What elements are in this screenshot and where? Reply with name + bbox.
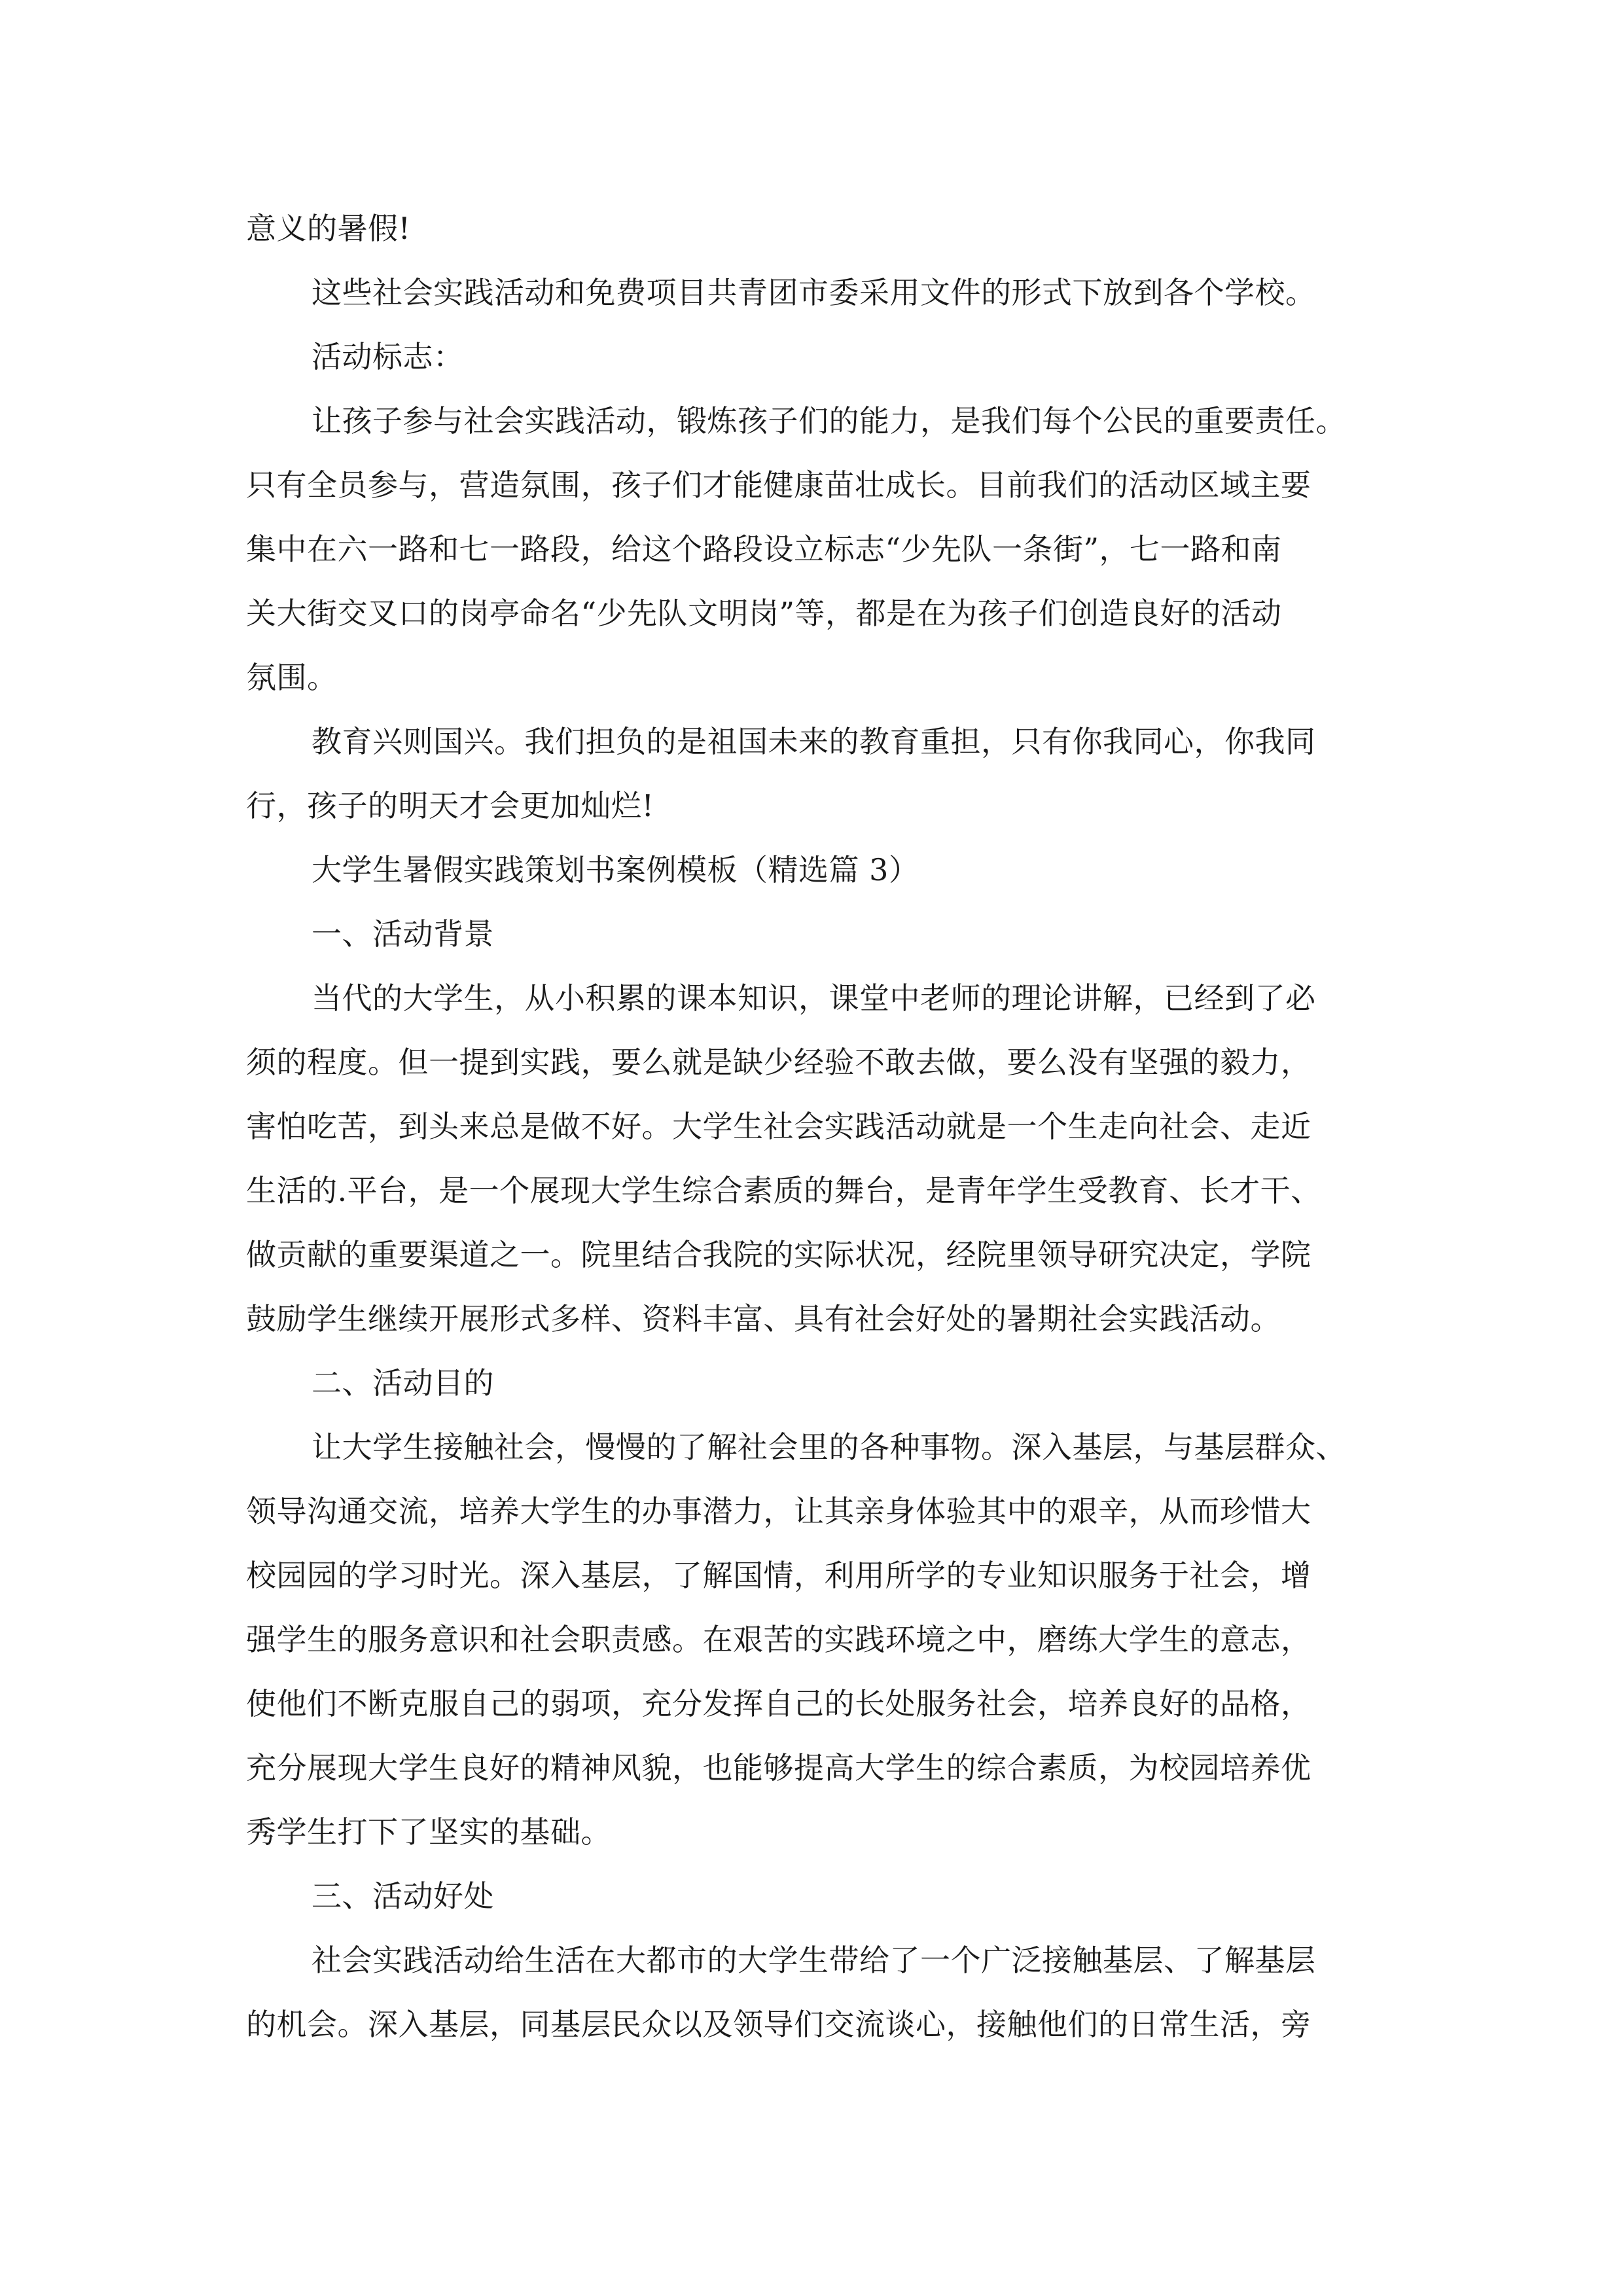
text-line: 的机会。深入基层，同基层民众以及领导们交流谈心，接触他们的日常生活，旁 [246, 2007, 1311, 2042]
text-line: 使他们不断克服自己的弱项，充分发挥自己的长处服务社会，培养良好的品格， [246, 1686, 1311, 1721]
section-title: 大学生暑假实践策划书案例模板（精选篇 3） [312, 852, 919, 888]
text-line: 氛围。 [246, 660, 338, 695]
section-heading: 三、活动好处 [312, 1878, 494, 1914]
text-line: 须的程度。但一提到实践，要么就是缺少经验不敢去做，要么没有坚强的毅力， [246, 1045, 1311, 1080]
text-line: 集中在六一路和七一路段，给这个路段设立标志“少先队一条街”，七一路和南 [246, 531, 1282, 567]
text-line: 意义的暑假! [246, 211, 411, 246]
text-line: 校园园的学习时光。深入基层，了解国情，利用所学的专业知识服务于社会，增 [246, 1558, 1311, 1593]
text-line: 秀学生打下了坚实的基础。 [246, 1814, 611, 1850]
text-line: 让孩子参与社会实践活动，锻炼孩子们的能力，是我们每个公民的重要责任。 [312, 403, 1346, 439]
text-line: 领导沟通交流，培养大学生的办事潜力，让其亲身体验其中的艰辛，从而珍惜大 [246, 1494, 1311, 1529]
text-line: 活动标志： [312, 339, 464, 374]
text-line: 鼓励学生继续开展形式多样、资料丰富、具有社会好处的暑期社会实践活动。 [246, 1301, 1281, 1336]
text-line: 害怕吃苦，到头来总是做不好。大学生社会实践活动就是一个生走向社会、走近 [246, 1109, 1311, 1144]
text-line: 行，孩子的明天才会更加灿烂! [246, 788, 654, 823]
text-line: 强学生的服务意识和社会职责感。在艰苦的实践环境之中，磨练大学生的意志， [246, 1622, 1311, 1657]
text-line: 教育兴则国兴。我们担负的是祖国未来的教育重担，只有你我同心，你我同 [312, 724, 1316, 759]
text-line: 充分展现大学生良好的精神风貌，也能够提高大学生的综合素质，为校园培养优 [246, 1750, 1311, 1785]
text-line: 社会实践活动给生活在大都市的大学生带给了一个广泛接触基层、了解基层 [312, 1943, 1316, 1978]
text-line: 关大街交叉口的岗亭命名“少先队文明岗”等，都是在为孩子们创造良好的活动 [246, 596, 1282, 631]
text-line: 这些社会实践活动和免费项目共青团市委采用文件的形式下放到各个学校。 [312, 275, 1316, 310]
text-line: 做贡献的重要渠道之一。院里结合我院的实际状况，经院里领导研究决定，学院 [246, 1237, 1311, 1272]
section-heading: 一、活动背景 [312, 916, 494, 952]
section-heading: 二、活动目的 [312, 1365, 494, 1401]
text-line: 只有全员参与，营造氛围，孩子们才能健康苗壮成长。目前我们的活动区域主要 [246, 467, 1311, 503]
text-line: 让大学生接触社会，慢慢的了解社会里的各种事物。深入基层，与基层群众、 [312, 1429, 1346, 1465]
document-body [246, 196, 1385, 2056]
text-line: 当代的大学生，从小积累的课本知识，课堂中老师的理论讲解，已经到了必 [312, 980, 1316, 1016]
text-line: 生活的.平台，是一个展现大学生综合素质的舞台，是青年学生受教育、长才干、 [246, 1173, 1321, 1208]
